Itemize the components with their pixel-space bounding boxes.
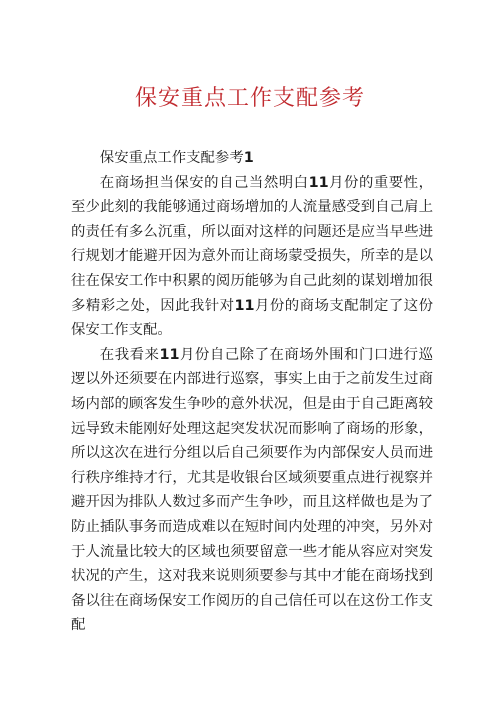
document-title: 保安重点工作支配参考 — [134, 86, 365, 111]
paragraph-1: 在商场担当保安的自己当然明白11月份的重要性，至少此刻的我能够通过商场增加的人流量感受到自己肩上的责任有多么沉重，所以面对这样的问题还是应当早些进行规划才能避开因为意外而让商场蒙受损失，所幸的是以往在保安工作中积累的阅历能够为自己此刻的谋划增加很多精彩之处，因此我针对11月份的商场支配制定了这份保安工作支配。 — [71, 174, 433, 339]
section-heading: 保安重点工作支配参考1 — [99, 150, 254, 166]
document-body — [71, 146, 433, 638]
paragraph-2: 在我看来11月份自己除了在商场外围和门口进行巡逻以外还须要在内部进行巡察，事实上由于之前发生过商场内部的顾客发生争吵的意外状况，但是由于自己距离较远导致未能刚好处理这起突发状况而影响了商场的形象，所以这次在进行分组以后自己须要作为内部保安人员而进行秩序维持才行，尤其是收银台区域须要重点进行视察并避开因为排队人数过多而产生争吵，而且这样做也是为了防止插队事务而造成难以在短时间内处理的冲突，另外对于人流量比较大的区域也须要留意一些才能从容应对突发状况的产生，这对我来说则须要参与其中才能在商场找到备以往在商场保安工作阅历的自己信任可以在这份工作支配 — [71, 346, 433, 634]
